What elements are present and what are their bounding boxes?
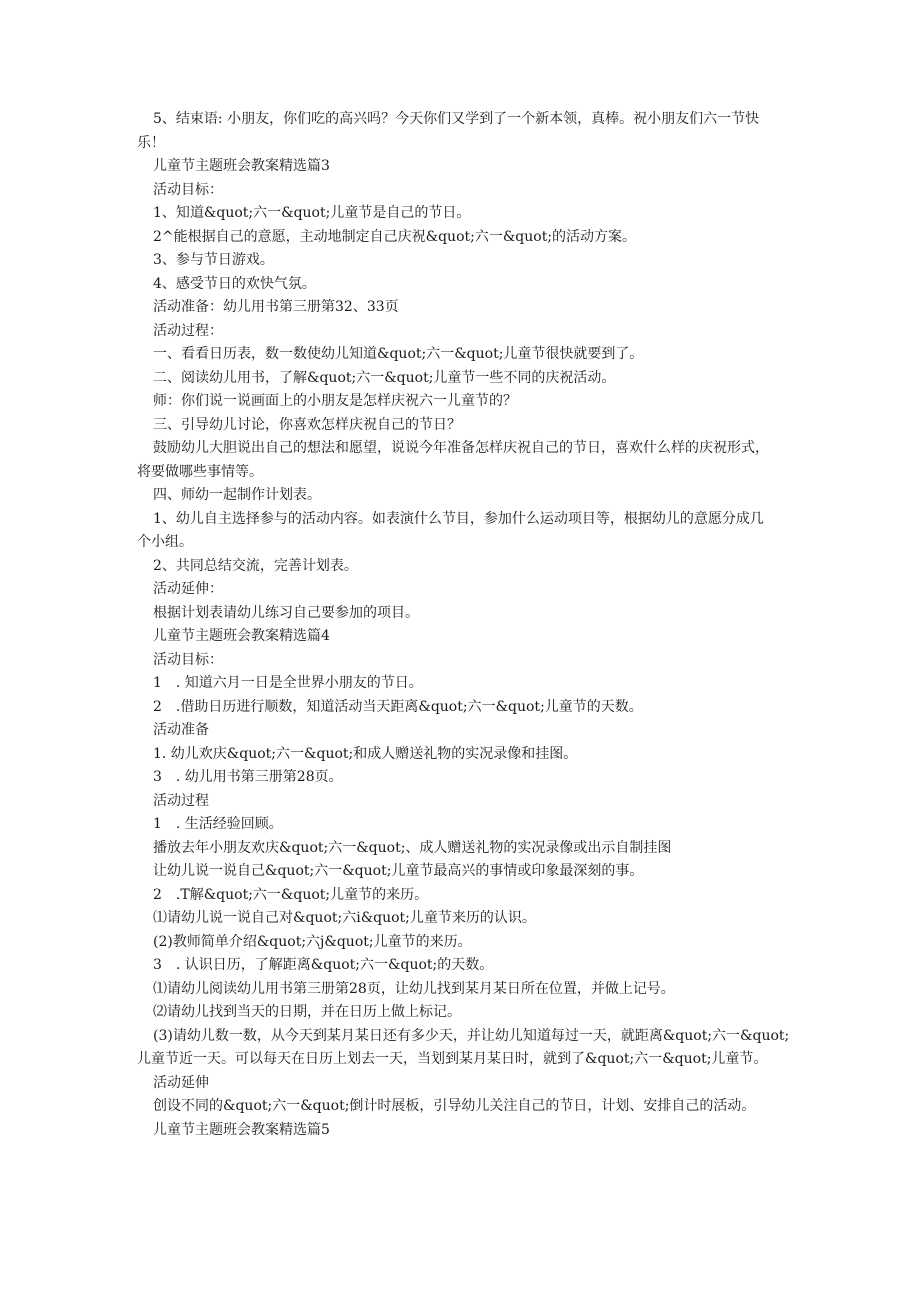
- document-body: [137, 108, 790, 1142]
- text-line: 3、参与节日游戏。: [153, 252, 274, 268]
- text-line: 活动准备：幼儿用书第三册第32、33页: [153, 299, 399, 315]
- text-line: 播放去年小朋友欢庆&quot;六一&quot;、成人赠送礼物的实况录像或出示自制挂图: [153, 839, 672, 856]
- text-line: 活动目标：: [153, 651, 223, 668]
- text-line: (3)请幼儿数一数，从今天到某月某日还有多少天，并让幼儿知道每过一天，就距离&quot;六一&quot;: [153, 1027, 790, 1044]
- text-line: 乐！: [137, 134, 165, 151]
- text-line: ⑵请幼儿找到当天的日期，并在日历上做上标记。: [153, 1004, 461, 1020]
- text-line: 3 . 认识日历，了解距离&quot;六一&quot;的天数。: [153, 957, 494, 973]
- section-heading: 儿童节主题班会教案精选篇5: [153, 1121, 330, 1138]
- text-line: 儿童节近一天。可以每天在日历上划去一天，当划到某月某日时，就到了&quot;六一&quot;儿童节。: [137, 1051, 768, 1067]
- text-line: 活动目标：: [153, 181, 223, 198]
- text-line: 活动延伸：: [153, 581, 223, 597]
- text-line: 将要做哪些事情等。: [137, 463, 263, 480]
- text-line: 2 .T解&quot;六一&quot;儿童节的来历。: [153, 886, 429, 903]
- text-line: 师：你们说一说画面上的小朋友是怎样庆祝六一儿童节的？: [153, 393, 517, 409]
- text-line: 活动延伸: [153, 1074, 209, 1091]
- text-line: 活动过程：: [153, 322, 223, 339]
- text-line: 二、阅读幼儿用书，了解&quot;六一&quot;儿童节一些不同的庆祝活动。: [153, 369, 616, 386]
- text-line: 3 . 幼儿用书第三册第28页。: [153, 769, 343, 785]
- text-line: 一、看看日历表，数一数使幼儿知道&quot;六一&quot;儿童节很快就要到了。: [153, 346, 644, 362]
- text-line: 1 . 生活经验回顾。: [153, 816, 283, 832]
- text-line: 让幼儿说一说自己&quot;六一&quot;儿童节最高兴的事情或印象最深刻的事。: [153, 863, 644, 879]
- text-line: 四、师幼一起制作计划表。: [153, 487, 321, 503]
- text-line: 活动过程: [153, 792, 209, 809]
- text-line: 根据计划表请幼儿练习自己要参加的项目。: [153, 604, 419, 621]
- text-line: 鼓励幼儿大胆说出自己的想法和愿望，说说今年准备怎样庆祝自己的节日，喜欢什么样的庆祝形式，: [153, 440, 769, 456]
- text-line: 2 .借助日历进行顺数，知道活动当天距离&quot;六一&quot;儿童节的天数。: [153, 698, 643, 715]
- section-heading: 儿童节主题班会教案精选篇3: [153, 158, 330, 174]
- text-line: 个小组。: [137, 534, 193, 550]
- text-line: 5、结束语: 小朋友，你们吃的高兴吗？今天你们又学到了一个新本领，真棒。祝小朋友们六一节快: [153, 111, 760, 127]
- text-line: 1 . 知道六月一日是全世界小朋友的节日。: [153, 675, 423, 691]
- text-line: 2、共同总结交流，完善计划表。: [153, 557, 358, 574]
- text-line: 4、感受节日的欢快气氛。: [153, 275, 316, 292]
- text-line: ⑴请幼儿说一说自己对&quot;六i&quot;儿童节来历的认识。: [153, 910, 536, 926]
- text-line: 2^能根据自己的意愿，主动地制定自己庆祝&quot;六一&quot;的活动方案。: [153, 228, 637, 245]
- text-line: 1、幼儿自主选择参与的活动内容。如表演什么节目，参加什么运动项目等，根据幼儿的意愿分成几: [153, 510, 764, 527]
- text-line: ⑴请幼儿阅读幼儿用书第三册第28页，让幼儿找到某月某日所在位置，并做上记号。: [153, 980, 675, 997]
- section-heading: 儿童节主题班会教案精选篇4: [153, 628, 330, 644]
- text-line: 1. 幼儿欢庆&quot;六一&quot;和成人赠送礼物的实况录像和挂图。: [153, 745, 578, 762]
- text-line: 1、知道&quot;六一&quot;儿童节是自己的节日。: [153, 205, 471, 221]
- text-line: 活动准备: [153, 722, 209, 738]
- text-line: 创设不同的&quot;六一&quot;倒计时展板，引导幼儿关注自己的节日，计划、安排自己的活动。: [153, 1098, 756, 1114]
- text-line: 三、引导幼儿讨论，你喜欢怎样庆祝自己的节日？: [153, 416, 461, 433]
- text-line: (2)教师简单介绍&quot;六j&quot;儿童节的来历。: [153, 933, 472, 950]
